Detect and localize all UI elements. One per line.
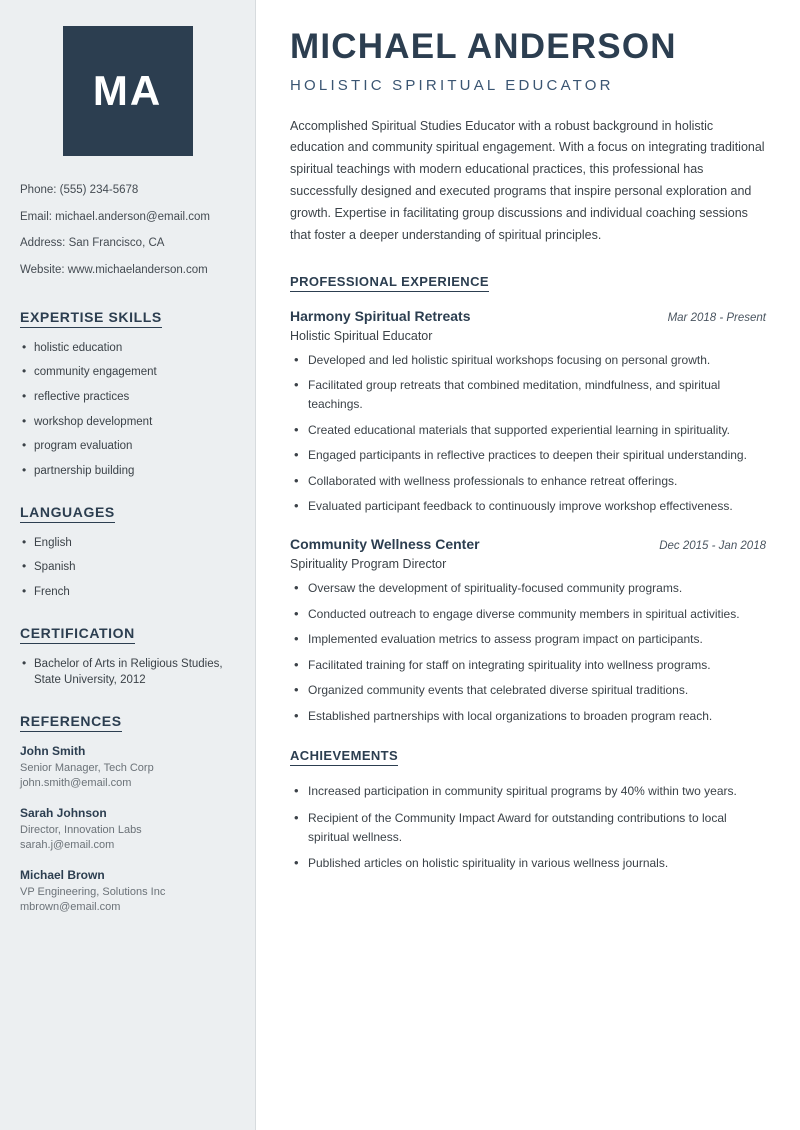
list-item: • Increased participation in community spiritual programs by 40% within two years. [290, 782, 766, 801]
achievements-list [290, 782, 766, 872]
list-item: • Oversaw the development of spirituality-focused community programs. [290, 579, 766, 598]
position-title: Holistic Spiritual Educator [290, 328, 433, 343]
responsibilities-list [290, 351, 766, 516]
list-item: • partnership building [20, 463, 235, 480]
achievements-section [290, 747, 766, 872]
list-item: • Organized community events that celebrated diverse spiritual traditions. [290, 681, 766, 700]
list-item: • Bachelor of Arts in Religious Studies, State University, 2012 [20, 656, 235, 689]
avatar-container [20, 26, 235, 156]
contact-website: Website: www.michaelanderson.com [20, 264, 208, 277]
list-item: • Engaged participants in reflective practices to deepen their spiritual understanding. [290, 446, 766, 465]
experience-entry-header [290, 308, 766, 324]
languages-section [20, 504, 235, 601]
skills-heading: EXPERTISE SKILLS [20, 309, 162, 328]
contact-phone: Phone: (555) 234-5678 [20, 184, 139, 196]
languages-heading: LANGUAGES [20, 504, 115, 523]
experience-entry [290, 536, 766, 726]
reference-email: sarah.j@email.com [20, 839, 115, 852]
list-item: • workshop development [20, 414, 235, 431]
contact-email: Email: michael.anderson@email.com [20, 210, 210, 223]
list-item: • Implemented evaluation metrics to assess program impact on participants. [290, 630, 766, 649]
list-item: • community engagement [20, 364, 235, 381]
list-item: • Spanish [20, 559, 235, 576]
reference-email: mbrown@email.com [20, 901, 121, 914]
experience-entry [290, 308, 766, 516]
reference-email: john.smith@email.com [20, 777, 132, 790]
references-heading: REFERENCES [20, 713, 122, 732]
skills-section [20, 309, 235, 480]
list-item [20, 806, 235, 854]
list-item: • French [20, 584, 235, 601]
company-name: Harmony Spiritual Retreats [290, 307, 471, 324]
list-item: • Evaluated participant feedback to continuously improve workshop effectiveness. [290, 497, 766, 516]
reference-name: Michael Brown [20, 867, 105, 882]
references-section [20, 713, 235, 915]
company-name: Community Wellness Center [290, 535, 480, 552]
contact-address: Address: San Francisco, CA [20, 237, 165, 250]
avatar: MA [63, 26, 193, 156]
list-item [20, 744, 235, 792]
reference-name: Sarah Johnson [20, 805, 107, 820]
employment-dates: Mar 2018 - Present [667, 311, 766, 324]
list-item: • reflective practices [20, 389, 235, 406]
list-item: • program evaluation [20, 438, 235, 455]
list-item: • Conducted outreach to engage diverse community members in spiritual activities. [290, 605, 766, 624]
certification-list [20, 656, 235, 689]
page-title: MICHAEL ANDERSON [290, 27, 677, 66]
certification-heading: CERTIFICATION [20, 625, 135, 644]
skills-list [20, 340, 235, 480]
list-item: • holistic education [20, 340, 235, 357]
position-title: Spirituality Program Director [290, 556, 447, 571]
list-item: • Created educational materials that supported experiential learning in spirituality. [290, 421, 766, 440]
experience-section [290, 273, 766, 726]
sidebar [0, 0, 256, 1130]
responsibilities-list [290, 579, 766, 726]
reference-role: Senior Manager, Tech Corp [20, 762, 154, 775]
languages-list [20, 535, 235, 601]
main-content [256, 0, 800, 1130]
reference-role: Director, Innovation Labs [20, 823, 142, 836]
reference-name: John Smith [20, 744, 86, 759]
contact-info-list [20, 182, 235, 279]
list-item [20, 868, 235, 916]
experience-entry-header [290, 536, 766, 552]
achievements-heading: ACHIEVEMENTS [290, 748, 398, 766]
job-title-subtitle: HOLISTIC SPIRITUAL EDUCATOR [290, 76, 614, 94]
list-item: • Recipient of the Community Impact Award for outstanding contributions to local spiritual wellness. [290, 809, 766, 846]
reference-role: VP Engineering, Solutions Inc [20, 885, 166, 898]
certification-section [20, 625, 235, 689]
list-item: • Collaborated with wellness professionals to enhance retreat offerings. [290, 472, 766, 491]
list-item: • Published articles on holistic spirituality in various wellness journals. [290, 854, 766, 873]
list-item: • Facilitated training for staff on integrating spirituality into wellness programs. [290, 656, 766, 675]
professional-summary: Accomplished Spiritual Studies Educator with a robust background in holistic education and community spiritual engagement. With a focus on integrating traditional spiritual teachings with modern educational practices, this professional has successfully designed and executed programs that inspire personal exploration and growth. Expertise in facilitating group discussions and individual coaching sessions that foster a deeper understanding of spiritual principles. [290, 118, 765, 242]
list-item: • Facilitated group retreats that combined meditation, mindfulness, and spiritual teachings. [290, 376, 766, 413]
list-item: • English [20, 535, 235, 552]
experience-heading: PROFESSIONAL EXPERIENCE [290, 274, 489, 292]
list-item: • Developed and led holistic spiritual workshops focusing on personal growth. [290, 351, 766, 370]
list-item: • Established partnerships with local organizations to broaden program reach. [290, 707, 766, 726]
employment-dates: Dec 2015 - Jan 2018 [659, 539, 766, 552]
